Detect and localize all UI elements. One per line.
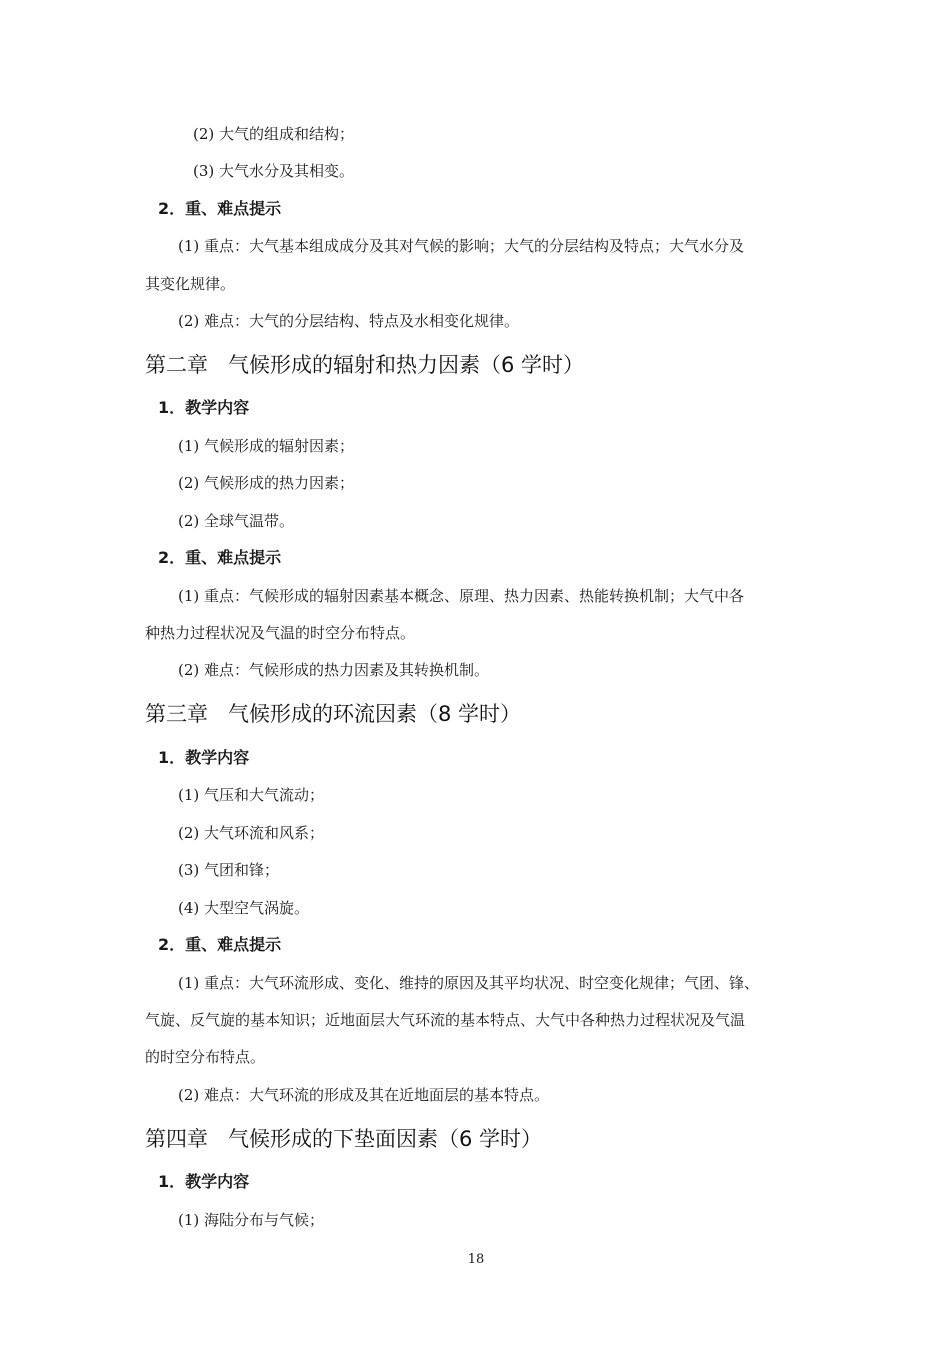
section-heading: 1．教学内容 [158, 748, 250, 767]
paragraph-continuation: 气旋、反气旋的基本知识；近地面层大气环流的基本特点、大气中各种热力过程状况及气温 [145, 1011, 746, 1029]
list-item: (1) 气压和大气流动； [178, 786, 325, 804]
section-heading: 1．教学内容 [158, 398, 250, 417]
paragraph: (2) 难点：大气的分层结构、特点及水相变化规律。 [178, 312, 520, 330]
page-number: 18 [467, 1252, 485, 1267]
chapter-number: 第三章 [145, 702, 208, 726]
list-item: (2) 大气的组成和结构； [193, 125, 355, 143]
chapter-name: 气候形成的辐射和热力因素（6 学时） [228, 353, 585, 377]
list-item: (4) 大型空气涡旋。 [178, 899, 310, 917]
paragraph-continuation: 其变化规律。 [145, 275, 236, 293]
section-heading: 1．教学内容 [158, 1172, 250, 1191]
paragraph: (1) 重点：气候形成的辐射因素基本概念、原理、热力因素、热能转换机制；大气中各 [178, 587, 745, 605]
paragraph-continuation: 种热力过程状况及气温的时空分布特点。 [145, 624, 416, 642]
list-item: (2) 气候形成的热力因素； [178, 474, 355, 492]
paragraph: (2) 难点：气候形成的热力因素及其转换机制。 [178, 661, 490, 679]
paragraph: (1) 重点：大气基本组成成分及其对气候的影响；大气的分层结构及特点；大气水分及 [178, 237, 745, 255]
list-item: (1) 气候形成的辐射因素； [178, 437, 355, 455]
list-item: (1) 海陆分布与气候； [178, 1211, 325, 1229]
chapter-name: 气候形成的下垫面因素（6 学时） [228, 1127, 543, 1151]
paragraph: (2) 难点：大气环流的形成及其在近地面层的基本特点。 [178, 1086, 550, 1104]
paragraph: (1) 重点：大气环流形成、变化、维持的原因及其平均状况、时空变化规律；气团、锋、 [178, 974, 760, 992]
chapter-title [145, 351, 584, 379]
section-heading: 2．重、难点提示 [158, 199, 282, 218]
section-heading: 2．重、难点提示 [158, 548, 282, 567]
list-item: (3) 大气水分及其相变。 [193, 162, 355, 180]
list-item: (2) 大气环流和风系； [178, 824, 325, 842]
chapter-name: 气候形成的环流因素（8 学时） [228, 702, 522, 726]
list-item: (3) 气团和锋； [178, 861, 280, 879]
section-heading: 2．重、难点提示 [158, 935, 282, 954]
paragraph-continuation: 的时空分布特点。 [145, 1048, 266, 1066]
chapter-number: 第四章 [145, 1127, 208, 1151]
chapter-title [145, 1125, 542, 1153]
chapter-title [145, 700, 521, 728]
chapter-number: 第二章 [145, 353, 208, 377]
list-item: (2) 全球气温带。 [178, 512, 295, 530]
